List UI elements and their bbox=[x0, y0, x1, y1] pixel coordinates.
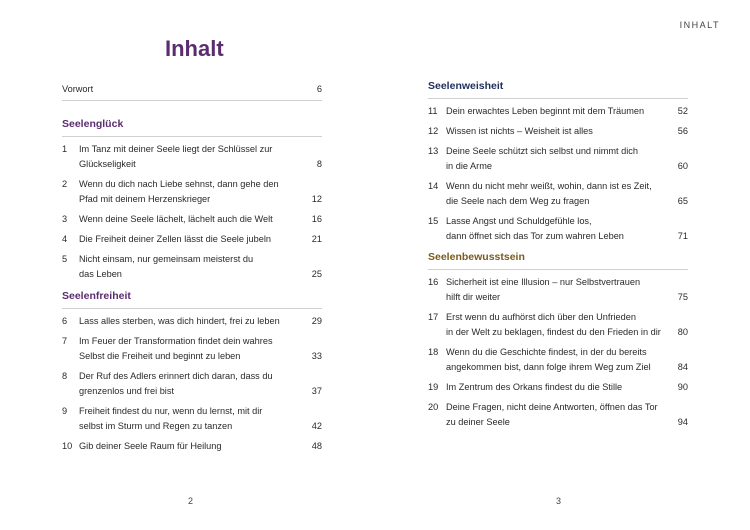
entry-number: 11 bbox=[428, 106, 438, 116]
toc-entry bbox=[428, 124, 688, 139]
toc-entry bbox=[428, 104, 688, 119]
entry-title-line: dann öffnet sich das Tor zum wahren Leben bbox=[446, 231, 624, 241]
entry-page: 25 bbox=[311, 269, 322, 279]
entry-title-line: Freiheit findest du nur, wenn du lernst, mit dir bbox=[79, 406, 263, 416]
right-page bbox=[375, 0, 750, 530]
entry-page: 12 bbox=[311, 194, 322, 204]
entry-title-line: zu deiner Seele bbox=[446, 417, 510, 427]
entry-number: 18 bbox=[428, 347, 439, 357]
entry-page: 33 bbox=[311, 351, 322, 361]
entry-page: 94 bbox=[677, 417, 688, 427]
page-number-right: 3 bbox=[556, 496, 562, 506]
toc-entry bbox=[62, 404, 322, 434]
entry-number: 7 bbox=[62, 336, 68, 346]
entry-number: 6 bbox=[62, 316, 68, 326]
toc-entry bbox=[428, 345, 688, 375]
section-divider bbox=[62, 308, 322, 309]
entry-title bbox=[446, 214, 624, 244]
entry-title-line: Glückseligkeit bbox=[79, 159, 136, 169]
entry-title bbox=[446, 310, 661, 340]
entry-title bbox=[79, 439, 221, 454]
entry-title-line: Deine Seele schützt sich selbst und nimmt dich bbox=[446, 146, 639, 156]
entry-title bbox=[79, 142, 272, 172]
entry-number: 2 bbox=[62, 179, 68, 189]
entry-title-line: Sicherheit ist eine Illusion – nur Selbstvertrauen bbox=[446, 277, 641, 287]
entry-title bbox=[446, 400, 658, 430]
entry-number: 19 bbox=[428, 382, 439, 392]
entry-title-line: Wissen ist nichts – Weisheit ist alles bbox=[446, 126, 593, 136]
entry-title-line: Im Tanz mit deiner Seele liegt der Schlüssel zur bbox=[79, 144, 273, 154]
entry-page: 42 bbox=[311, 421, 322, 431]
toc-entry bbox=[62, 177, 322, 207]
entry-title bbox=[446, 380, 622, 395]
entry-page: 6 bbox=[316, 84, 322, 94]
entry-page: 21 bbox=[311, 234, 322, 244]
entry-title-line: Gib deiner Seele Raum für Heilung bbox=[79, 441, 222, 451]
entry-title-line: selbst im Sturm und Regen zu tanzen bbox=[79, 421, 233, 431]
entry-number: 3 bbox=[62, 214, 68, 224]
entry-page: 75 bbox=[677, 292, 688, 302]
entry-page: 84 bbox=[677, 362, 688, 372]
toc-entry bbox=[428, 179, 688, 209]
entry-title-line: Der Ruf des Adlers erinnert dich daran, dass du bbox=[79, 371, 273, 381]
entry-page: 37 bbox=[311, 386, 322, 396]
section-divider bbox=[62, 100, 322, 101]
entry-title bbox=[79, 177, 279, 207]
toc-entry bbox=[428, 214, 688, 244]
entry-title-line: in die Arme bbox=[446, 161, 492, 171]
entry-title bbox=[79, 252, 253, 282]
entry-number: 9 bbox=[62, 406, 68, 416]
entry-title-line: Pfad mit deinem Herzenskrieger bbox=[79, 194, 211, 204]
toc-entry bbox=[62, 314, 322, 329]
section-divider bbox=[62, 136, 322, 137]
entry-title-line: Deine Fragen, nicht deine Antworten, öffnen das Tor bbox=[446, 402, 658, 412]
entry-title bbox=[446, 124, 593, 139]
entry-title bbox=[79, 232, 271, 247]
entry-number: 1 bbox=[62, 144, 68, 154]
toc-entry bbox=[62, 369, 322, 399]
toc-entry bbox=[428, 310, 688, 340]
entry-title bbox=[79, 334, 273, 364]
entry-number: 5 bbox=[62, 254, 68, 264]
toc-entry bbox=[62, 252, 322, 282]
section-heading: Seelenbewusstsein bbox=[428, 251, 525, 263]
entry-title-line: Wenn du die Geschichte findest, in der du bereits bbox=[446, 347, 647, 357]
toc-entry bbox=[62, 439, 322, 454]
toc-entry bbox=[428, 275, 688, 305]
entry-title-line: Nicht einsam, nur gemeinsam meisterst du bbox=[79, 254, 254, 264]
toc-entry bbox=[428, 400, 688, 430]
entry-title: Vorwort bbox=[62, 84, 94, 94]
entry-title bbox=[79, 404, 262, 434]
entry-title bbox=[446, 104, 644, 119]
toc-entry-vorwort bbox=[62, 82, 322, 97]
toc-entry bbox=[428, 380, 688, 395]
entry-title bbox=[446, 345, 651, 375]
entry-number: 16 bbox=[428, 277, 439, 287]
entry-number: 4 bbox=[62, 234, 68, 244]
entry-number: 13 bbox=[428, 146, 439, 156]
entry-title-line: Im Zentrum des Orkans findest du die Stille bbox=[446, 382, 623, 392]
entry-title-line: Wenn du dich nach Liebe sehnst, dann gehe den bbox=[79, 179, 279, 189]
entry-title-line: Lasse Angst und Schuldgefühle los, bbox=[446, 216, 592, 226]
entry-page: 80 bbox=[677, 327, 688, 337]
entry-title-line: Die Freiheit deiner Zellen lässt die Seele jubeln bbox=[79, 234, 272, 244]
entry-title bbox=[446, 179, 652, 209]
entry-title-line: Wenn deine Seele lächelt, lächelt auch die Welt bbox=[79, 214, 273, 224]
entry-title bbox=[446, 144, 638, 174]
section-divider bbox=[428, 98, 688, 99]
entry-title bbox=[79, 369, 273, 399]
entry-number: 12 bbox=[428, 126, 439, 136]
entry-title-line: hilft dir weiter bbox=[446, 292, 501, 302]
entry-title-line: Im Feuer der Transformation findet dein wahres bbox=[79, 336, 273, 346]
entry-title-line: Dein erwachtes Leben beginnt mit dem Träumen bbox=[446, 106, 645, 116]
entry-page: 48 bbox=[311, 441, 322, 451]
entry-title-line: angekommen bist, dann folge ihrem Weg zum Ziel bbox=[446, 362, 651, 372]
toc-entry bbox=[62, 334, 322, 364]
entry-title-line: in der Welt zu beklagen, findest du den Frieden in dir bbox=[446, 327, 661, 337]
entry-title-line: Erst wenn du aufhörst dich über den Unfrieden bbox=[446, 312, 636, 322]
entry-number: 8 bbox=[62, 371, 68, 381]
entry-number: 15 bbox=[428, 216, 439, 226]
entry-page: 8 bbox=[316, 159, 322, 169]
entry-title-line: grenzenlos und frei bist bbox=[79, 386, 174, 396]
entry-page: 71 bbox=[677, 231, 688, 241]
toc-entry bbox=[428, 144, 688, 174]
entry-number: 20 bbox=[428, 402, 439, 412]
entry-title-line: Selbst die Freiheit und beginnt zu leben bbox=[79, 351, 241, 361]
entry-title-line: die Seele nach dem Weg zu fragen bbox=[446, 196, 590, 206]
entry-page: 16 bbox=[311, 214, 322, 224]
section-divider bbox=[428, 269, 688, 270]
section-heading: Seelenweisheit bbox=[428, 80, 504, 92]
page-title: Inhalt bbox=[165, 36, 224, 61]
entry-number: 14 bbox=[428, 181, 439, 191]
entry-title-line: Lass alles sterben, was dich hindert, frei zu leben bbox=[79, 316, 280, 326]
entry-page: 60 bbox=[677, 161, 688, 171]
entry-title-line: das Leben bbox=[79, 269, 122, 279]
entry-title bbox=[79, 212, 273, 227]
section-heading: Seelenfreiheit bbox=[62, 290, 131, 302]
entry-title bbox=[446, 275, 640, 305]
entry-number: 10 bbox=[62, 441, 73, 451]
entry-page: 65 bbox=[677, 196, 688, 206]
entry-page: 90 bbox=[677, 382, 688, 392]
entry-page: 56 bbox=[677, 126, 688, 136]
entry-page: 29 bbox=[311, 316, 322, 326]
entry-title bbox=[79, 314, 280, 329]
toc-entry bbox=[62, 232, 322, 247]
entry-number: 17 bbox=[428, 312, 439, 322]
running-header: INHALT bbox=[679, 20, 720, 30]
toc-entry bbox=[62, 142, 322, 172]
entry-title-line: Wenn du nicht mehr weißt, wohin, dann ist es Zeit, bbox=[446, 181, 652, 191]
page-number-left: 2 bbox=[188, 496, 194, 506]
section-heading: Seelenglück bbox=[62, 118, 124, 130]
toc-entry bbox=[62, 212, 322, 227]
entry-page: 52 bbox=[677, 106, 688, 116]
